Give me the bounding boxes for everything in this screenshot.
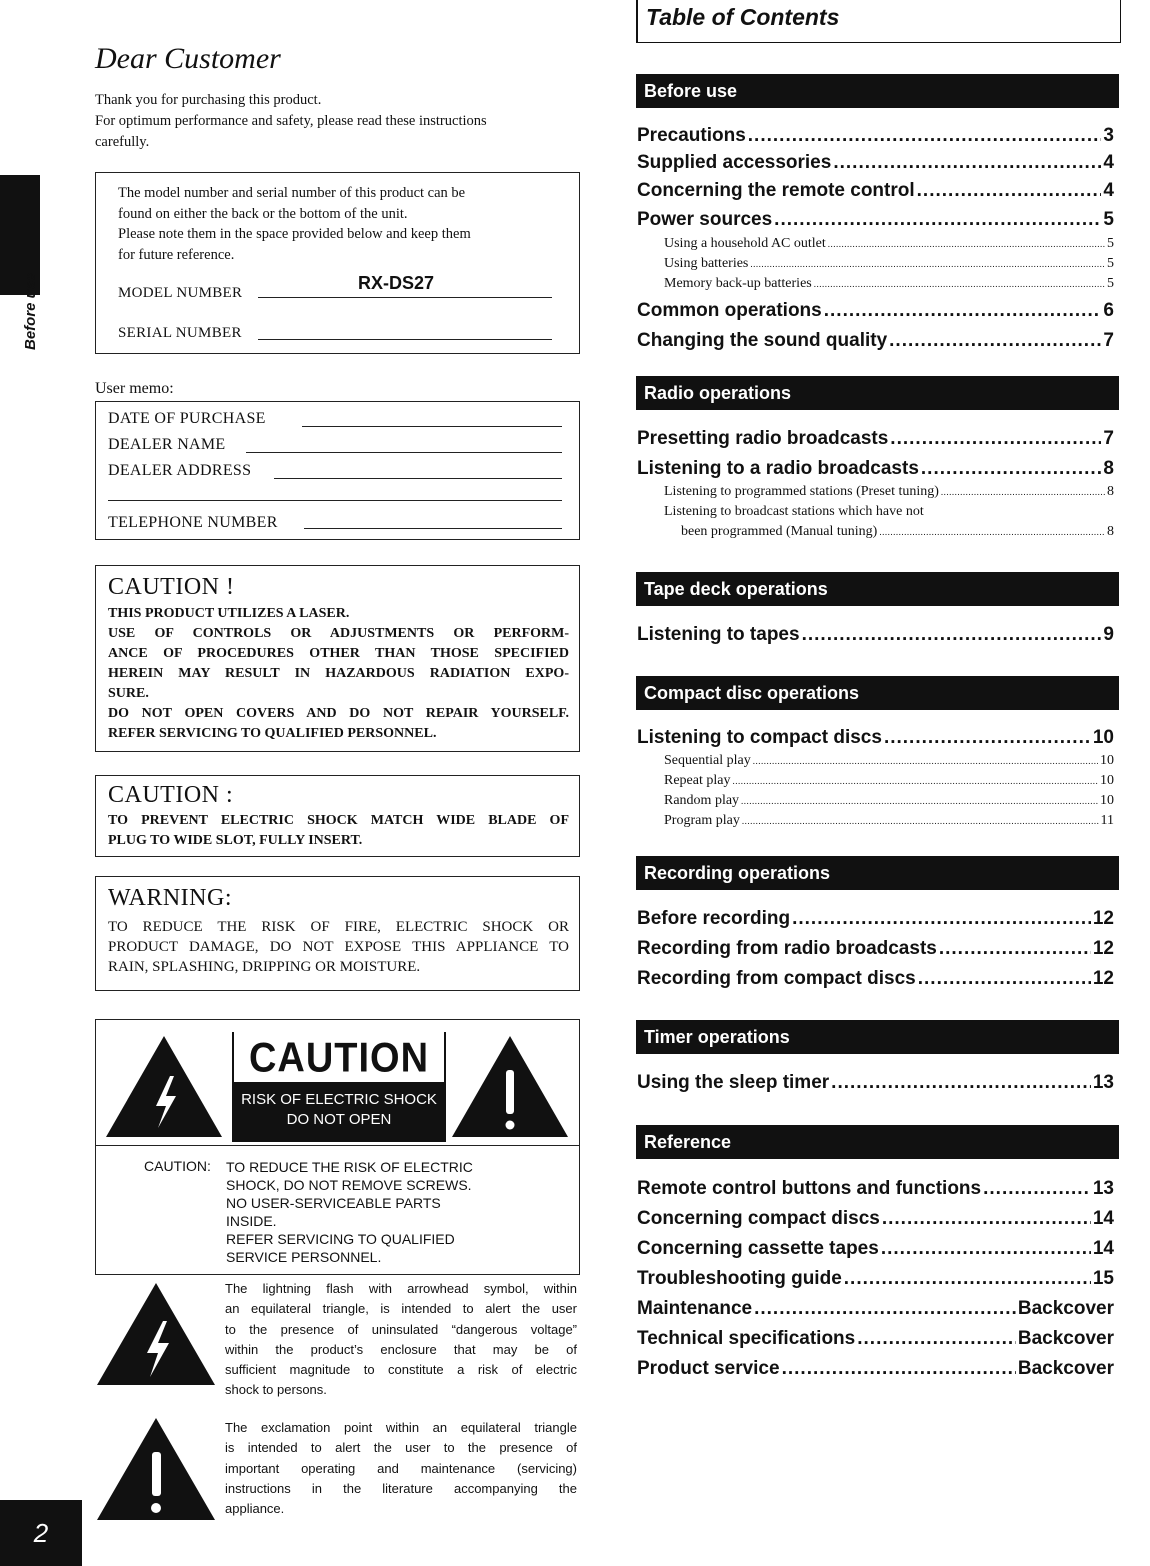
exclamation-triangle-icon [95,1416,217,1522]
model-number-label: MODEL NUMBER [118,285,243,301]
caution-sign-title: CAUTION [234,1032,444,1083]
toc-section-timer: Timer operations [636,1020,1119,1054]
caution-sign-label [232,1032,446,1142]
toc-title: Table of Contents [646,4,840,30]
toc-subentry[interactable]: Sequential play ..... 10 [664,753,1114,769]
toc-section-recording: Recording operations [636,856,1119,890]
user-memo-label: User memo: [95,380,174,397]
user-memo-box [95,401,580,540]
toc-section-radio: Radio operations [636,376,1119,410]
memo-line-date [302,426,562,427]
memo-field-telephone: TELEPHONE NUMBER [108,514,278,531]
caution-laser-box [95,565,580,752]
serial-number-line [258,339,552,340]
warning-text: TO REDUCE THE RISK OF FIRE, ELECTRIC SHOCK OR PRODUCT DAMAGE, DO NOT EXPOSE THIS APPLIANCE TO RAIN, SPLASHING, DRIPPING OR MOISTURE. [108,919,569,975]
toc-entry[interactable]: Concerning compact discs ..... 14 [637,1208,1114,1230]
caution-laser-title: CAUTION ! [108,574,235,600]
memo-field-dealer-address: DEALER ADDRESS [108,462,252,479]
model-box-text: The model number and serial number of this product can be found on either the back or the bottom of the unit. Please note them in the space provided below and keep them for future reference. [118,185,471,263]
toc-subentry[interactable]: Memory back-up batteries ..... 5 [664,276,1114,292]
toc-section-before-use: Before use [636,74,1119,108]
toc-header [636,0,1121,43]
toc-subentry[interactable]: Repeat play ..... 10 [664,773,1114,789]
toc-subentry[interactable]: been programmed (Manual tuning) ..... 8 [681,524,1114,540]
toc-entry[interactable]: Maintenance ..... Backcover [637,1298,1114,1320]
sign-caution-label: CAUTION: [144,1158,211,1174]
toc-entry[interactable]: Precautions ..... 3 [637,125,1114,147]
toc-entry[interactable]: Power sources ..... 5 [637,209,1114,231]
toc-entry[interactable]: Technical specifications ..... Backcover [637,1328,1114,1350]
lightning-triangle-icon [95,1281,217,1387]
memo-line-telephone [304,528,562,529]
lightning-triangle-icon [104,1034,224,1139]
toc-entry[interactable]: Listening to tapes ..... 9 [637,624,1114,646]
memo-line-dealer-name [246,452,562,453]
sign-divider [96,1145,579,1146]
model-number-value: RX-DS27 [358,273,435,293]
toc-entry[interactable]: Troubleshooting guide ..... 15 [637,1268,1114,1290]
model-number-line [258,297,552,298]
toc-section-reference: Reference [636,1125,1119,1159]
toc-entry[interactable]: Listening to a radio broadcasts ..... 8 [637,458,1114,480]
toc-subentry[interactable]: Listening to programmed stations (Preset tuning) ..... 8 [664,484,1114,500]
toc-entry[interactable]: Concerning cassette tapes ..... 14 [637,1238,1114,1260]
toc-subentry[interactable]: Random play ..... 10 [664,793,1114,809]
memo-line-dealer-address [274,478,562,479]
toc-entry[interactable]: Product service ..... Backcover [637,1358,1114,1380]
intro-text: Thank you for purchasing this product. For optimum performance and safety, please read these instructions carefully. [95,92,487,150]
caution-sign-warning: RISK OF ELECTRIC SHOCK DO NOT OPEN [234,1082,444,1140]
toc-entry[interactable]: Using the sleep timer ..... 13 [637,1072,1114,1094]
warning-box [95,876,580,991]
memo-field-dealer-name: DEALER NAME [108,436,226,453]
dear-customer-title: Dear Customer [95,42,281,75]
lightning-note: The lightning flash with arrowhead symbol, within an equilateral triangle, is intended to alert the user to the presence of uninsulated “dangerous voltage” within the product’s enclosure that may be of sufficient magnitude to constitute a risk of electric shock to persons. [225,1281,577,1398]
toc-subentry[interactable]: Program play ..... 11 [664,813,1114,829]
serial-number-label: SERIAL NUMBER [118,325,242,341]
toc-subentry[interactable]: Using batteries ..... 5 [664,256,1114,272]
exclamation-triangle-icon [450,1034,570,1139]
memo-field-date: DATE OF PURCHASE [108,410,266,427]
toc-section-tape: Tape deck operations [636,572,1119,606]
toc-section-cd: Compact disc operations [636,676,1119,710]
memo-line-dealer-address-2 [108,500,562,501]
page-number: 2 [0,1500,82,1566]
toc-subentry[interactable]: Using a household AC outlet ..... 5 [664,236,1114,252]
toc-entry[interactable]: Before recording ..... 12 [637,908,1114,930]
toc-entry[interactable]: Recording from radio broadcasts ..... 12 [637,938,1114,960]
caution-plug-title: CAUTION : [108,782,234,808]
exclamation-note: The exclamation point within an equilateral triangle is intended to alert the user to the presence of important operating and maintenance (servicing) instructions in the literature accompanying the appliance. [225,1420,577,1517]
toc-entry[interactable]: Recording from compact discs ..... 12 [637,968,1114,990]
model-number-box [95,172,580,354]
toc-entry[interactable]: Listening to compact discs ..... 10 [637,727,1114,749]
caution-sign-box [95,1019,580,1275]
caution-plug-box [95,775,580,857]
caution-laser-text: THIS PRODUCT UTILIZES A LASER. USE OF CONTROLS OR ADJUSTMENTS OR PERFORM- ANCE OF PROCEDURES OTHER THAN THOSE SPECIFIED HEREIN MAY RESULT IN HAZARDOUS RADIATION EXPO- SURE. DO NOT OPEN COVERS AND DO NOT REPAIR YOURSELF. REFER SERVICING TO QUALIFIED PERSONNEL. [108,606,569,741]
toc-entry[interactable]: Remote control buttons and functions ..... 13 [637,1178,1114,1200]
section-tab-label: Before use [22,272,39,350]
toc-entry[interactable]: Changing the sound quality ..... 7 [637,330,1114,352]
sign-caution-text: TO REDUCE THE RISK OF ELECTRIC SHOCK, DO NOT REMOVE SCREWS. NO USER-SERVICEABLE PARTS INSIDE. REFER SERVICING TO QUALIFIED SERVICE PERSONNEL. [226,1159,473,1265]
toc-entry[interactable]: Common operations ..... 6 [637,300,1114,322]
warning-title: WARNING: [108,885,232,911]
toc-subentry: Listening to broadcast stations which have not [664,504,924,519]
toc-entry[interactable]: Supplied accessories ..... 4 [637,152,1114,174]
toc-entry[interactable]: Presetting radio broadcasts ..... 7 [637,428,1114,450]
toc-entry[interactable]: Concerning the remote control ..... 4 [637,180,1114,202]
caution-plug-text: TO PREVENT ELECTRIC SHOCK MATCH WIDE BLADE OF PLUG TO WIDE SLOT, FULLY INSERT. [108,813,569,848]
